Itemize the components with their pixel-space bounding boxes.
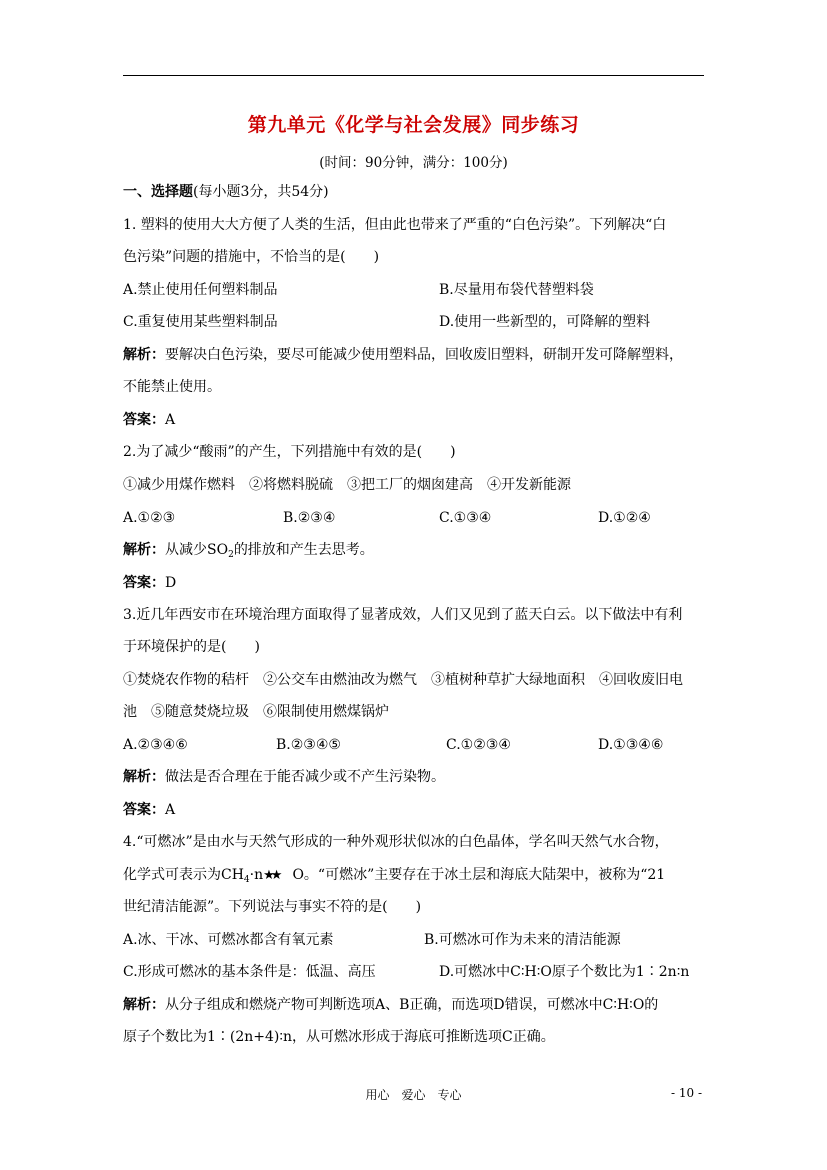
- header-rule: [123, 75, 704, 76]
- q1-option-b: B.尽量用布袋代替塑料袋: [439, 282, 594, 298]
- q4-formula-pre: 化学式可表示为CH: [123, 867, 244, 883]
- q1-option-a: A.禁止使用任何塑料制品: [123, 282, 278, 298]
- q1-stem-line2: 色污染”问题的措施中，不恰当的是( ): [123, 249, 380, 265]
- q2-option-c: C.①③④: [439, 510, 492, 526]
- q3-stem-line1: 3.近几年西安市在环境治理方面取得了显著成效，人们又见到了蓝天白云。以下做法中有利: [123, 607, 683, 623]
- page-number: - 10 -: [671, 1086, 703, 1100]
- q3-answer: [123, 801, 175, 819]
- footer-motto: 用心 爱心 专心: [365, 1088, 462, 1102]
- q2-option-d: D.①②④: [598, 510, 651, 526]
- section-heading-note: (每小题3分，共54分): [193, 184, 329, 200]
- q3-option-a: A.②③④⑥: [123, 737, 188, 753]
- q2-explanation-sub: 2: [228, 550, 234, 560]
- q2-explanation-post: 的排放和产生去思考。: [233, 542, 374, 558]
- q2-stem-line2: ①减少用煤作燃料 ②将燃料脱硫 ③把工厂的烟囱建高 ④开发新能源: [123, 477, 571, 493]
- q4-formula-sub: 4: [243, 875, 250, 885]
- section-heading: [123, 183, 329, 201]
- q3-stem-line3: ①焚烧农作物的秸杆 ②公交车由燃油改为燃气 ③植树种草扩大绿地面积 ④回收废旧电: [123, 672, 683, 688]
- q1-explanation-line2: 不能禁止使用。: [123, 379, 221, 395]
- q3-answer-value: A: [165, 802, 176, 818]
- q4-explanation-text: 从分子组成和燃烧产物可判断选项A、B正确，而选项D错误，可燃冰中C∶H∶O的: [165, 997, 659, 1013]
- q3-answer-label: 答案：: [123, 802, 165, 818]
- page-title: 第九单元《化学与社会发展》同步练习: [247, 114, 580, 136]
- q4-formula-post: O。“可燃冰”主要存在于冰土层和海底大陆架中，被称为“21: [292, 867, 666, 883]
- q1-explanation-line1: [123, 346, 683, 364]
- q1-answer: [123, 411, 175, 429]
- q3-stem-line2: 于环境保护的是( ): [123, 639, 260, 655]
- q3-explanation: [123, 768, 445, 786]
- q4-explanation-line1: [123, 996, 658, 1014]
- q2-explanation-label: 解析：: [123, 542, 165, 558]
- q1-answer-value: A: [165, 412, 176, 428]
- q3-explanation-label: 解析：: [123, 769, 165, 785]
- q4-stem-line3: 世纪清洁能源”。下列说法与事实不符的是( ): [123, 899, 422, 915]
- q1-option-c: C.重复使用某些塑料制品: [123, 314, 278, 330]
- q2-option-a: A.①②③: [123, 510, 176, 526]
- q2-answer: [123, 574, 176, 592]
- q3-stem-line4: 池 ⑤随意焚烧垃圾 ⑥限制使用燃煤锅炉: [123, 704, 389, 720]
- q1-explanation-label: 解析：: [123, 347, 165, 363]
- q4-explanation-line2: 原子个数比为1∶(2n+4)∶n，从可燃冰形成于海底可推断选项C正确。: [123, 1029, 555, 1045]
- q4-stem-line1: 4.“可燃冰”是由水与天然气形成的一种外观形状似冰的白色晶体，学名叫天然气水合物，: [123, 834, 669, 850]
- q2-explanation: [123, 541, 374, 564]
- q4-explanation-label: 解析：: [123, 997, 165, 1013]
- q3-option-c: C.①②③④: [446, 737, 511, 753]
- q4-option-c: C.形成可燃冰的基本条件是：低温、高压: [123, 964, 376, 980]
- q2-answer-label: 答案：: [123, 575, 165, 591]
- star-watermark-icon: ★★: [263, 868, 279, 883]
- q3-option-b: B.②③④⑤: [276, 737, 341, 753]
- q3-explanation-text: 做法是否合理在于能否减少或不产生污染物。: [165, 769, 445, 785]
- q4-formula-mid: ·n: [249, 867, 264, 883]
- q2-explanation-pre: 从减少SO: [165, 542, 229, 558]
- q1-option-d: D.使用一些新型的，可降解的塑料: [439, 314, 651, 330]
- q4-option-b: B.可燃冰可作为未来的清洁能源: [424, 932, 621, 948]
- q3-option-d: D.①③④⑥: [598, 737, 664, 753]
- page-subtitle: (时间：90分钟，满分：100分): [319, 155, 508, 171]
- q4-option-a: A.冰、干冰、可燃冰都含有氧元素: [123, 932, 334, 948]
- q4-stem-line2: [123, 866, 665, 889]
- section-heading-label: 一、选择题: [123, 184, 193, 200]
- q1-stem-line1: 1. 塑料的使用大大方便了人类的生活，但由此也带来了严重的“白色污染”。下列解决“白: [123, 217, 667, 233]
- q1-answer-label: 答案：: [123, 412, 165, 428]
- q2-answer-value: D: [165, 575, 177, 591]
- q2-stem-line1: 2.为了减少“酸雨”的产生，下列措施中有效的是( ): [123, 444, 456, 460]
- q2-option-b: B.②③④: [283, 510, 336, 526]
- q1-explanation-text: 要解决白色污染，要尽可能减少使用塑料品，回收废旧塑料，研制开发可降解塑料，: [165, 347, 683, 363]
- q4-option-d: D.可燃冰中C∶H∶O原子个数比为1∶2n∶n: [439, 964, 690, 980]
